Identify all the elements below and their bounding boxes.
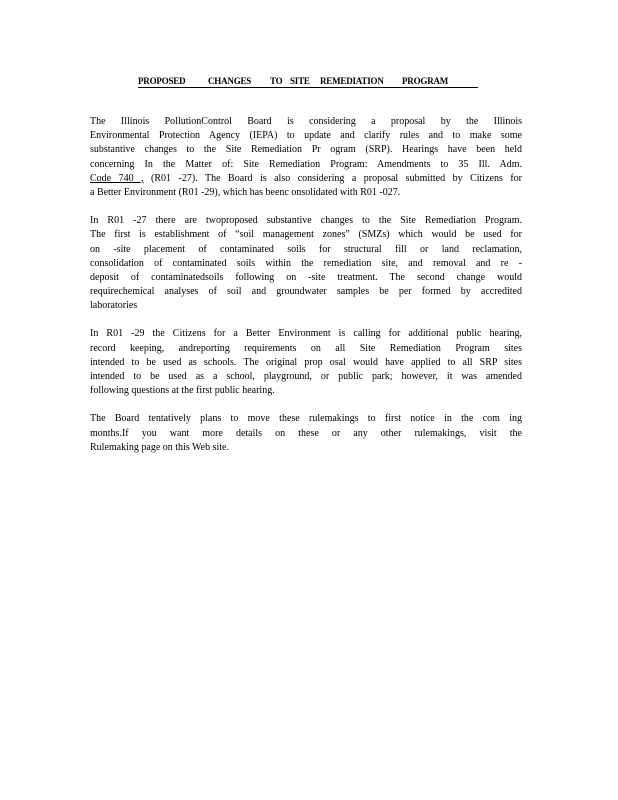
- text-line: The Illinois PollutionControl Board is considering a proposal by the Illinois: [90, 116, 522, 127]
- text-line: intended to be used as a school, playground, or public park; however, it was amended: [90, 371, 522, 382]
- text-line: Environmental Protection Agency (IEPA) to update and clarify rules and to make some: [90, 130, 522, 142]
- paragraph-3: [90, 327, 522, 398]
- text-line: The Board tentatively plans to move these rulemakings to first notice in the com ing: [90, 413, 522, 425]
- paragraph-2: [90, 214, 522, 313]
- title-word: REMEDIATION: [320, 76, 384, 86]
- text-line: deposit of contaminatedsoils following on -site treatment. The second change would: [90, 271, 522, 283]
- text-line: record keeping, andreporting requirements on all Site Remediation Program sites: [90, 342, 522, 354]
- title-word: PROGRAM: [402, 76, 449, 86]
- text-line: In R01 -27 there are twoproposed substantive changes to the Site Remediation Program.: [90, 215, 522, 227]
- text-line: laboratories: [90, 300, 138, 312]
- paragraph-4: [90, 412, 522, 455]
- text-line: consolidation of contaminated soils within the remediation site, and removal and re -: [90, 257, 522, 269]
- document-title: [138, 76, 478, 88]
- text-line: concerning In the Matter of: Site Remediation Program: Amendments to 35 Ill. Adm.: [90, 158, 522, 170]
- text-line: requirechemical analyses of soil and groundwater samples be per formed by accredited: [90, 286, 522, 298]
- text-line: on -site placement of contaminated soils for structural fill or land reclamation,: [90, 243, 522, 255]
- text-line: following questions at the first public hearing.: [90, 385, 275, 397]
- title-word: TO: [270, 76, 283, 86]
- text-line-with-code-link: [90, 172, 522, 186]
- text-line: In R01 -29 the Citizens for a Better Environment is calling for additional public hearing,: [90, 328, 522, 340]
- code-740-link[interactable]: Code 740 ,: [90, 172, 144, 184]
- title-word: SITE: [290, 76, 310, 86]
- paragraph-1: [90, 115, 522, 200]
- text-line: intended to be used as schools. The original prop osal would have applied to all SRP sites: [90, 356, 522, 368]
- text-line: a Better Environment (R01 -29), which has beenc onsolidated with R01 -027.: [90, 186, 401, 198]
- title-word: PROPOSED: [138, 76, 186, 86]
- text-line: The first is establishment of “soil management zones” (SMZs) which would be used for: [90, 229, 522, 241]
- text-line: Rulemaking page on this Web site.: [90, 441, 229, 453]
- document-body: [90, 115, 522, 469]
- text-line: substantive changes to the Site Remediation Pr ogram (SRP). Hearings have been held: [90, 144, 522, 156]
- title-word: CHANGES: [208, 76, 252, 86]
- text-line: months.If you want more details on these or any other rulemakings, visit the: [90, 427, 522, 439]
- text-line-rest: (R01 -27). The Board is also considering a proposal submitted by Citizens for: [143, 172, 523, 184]
